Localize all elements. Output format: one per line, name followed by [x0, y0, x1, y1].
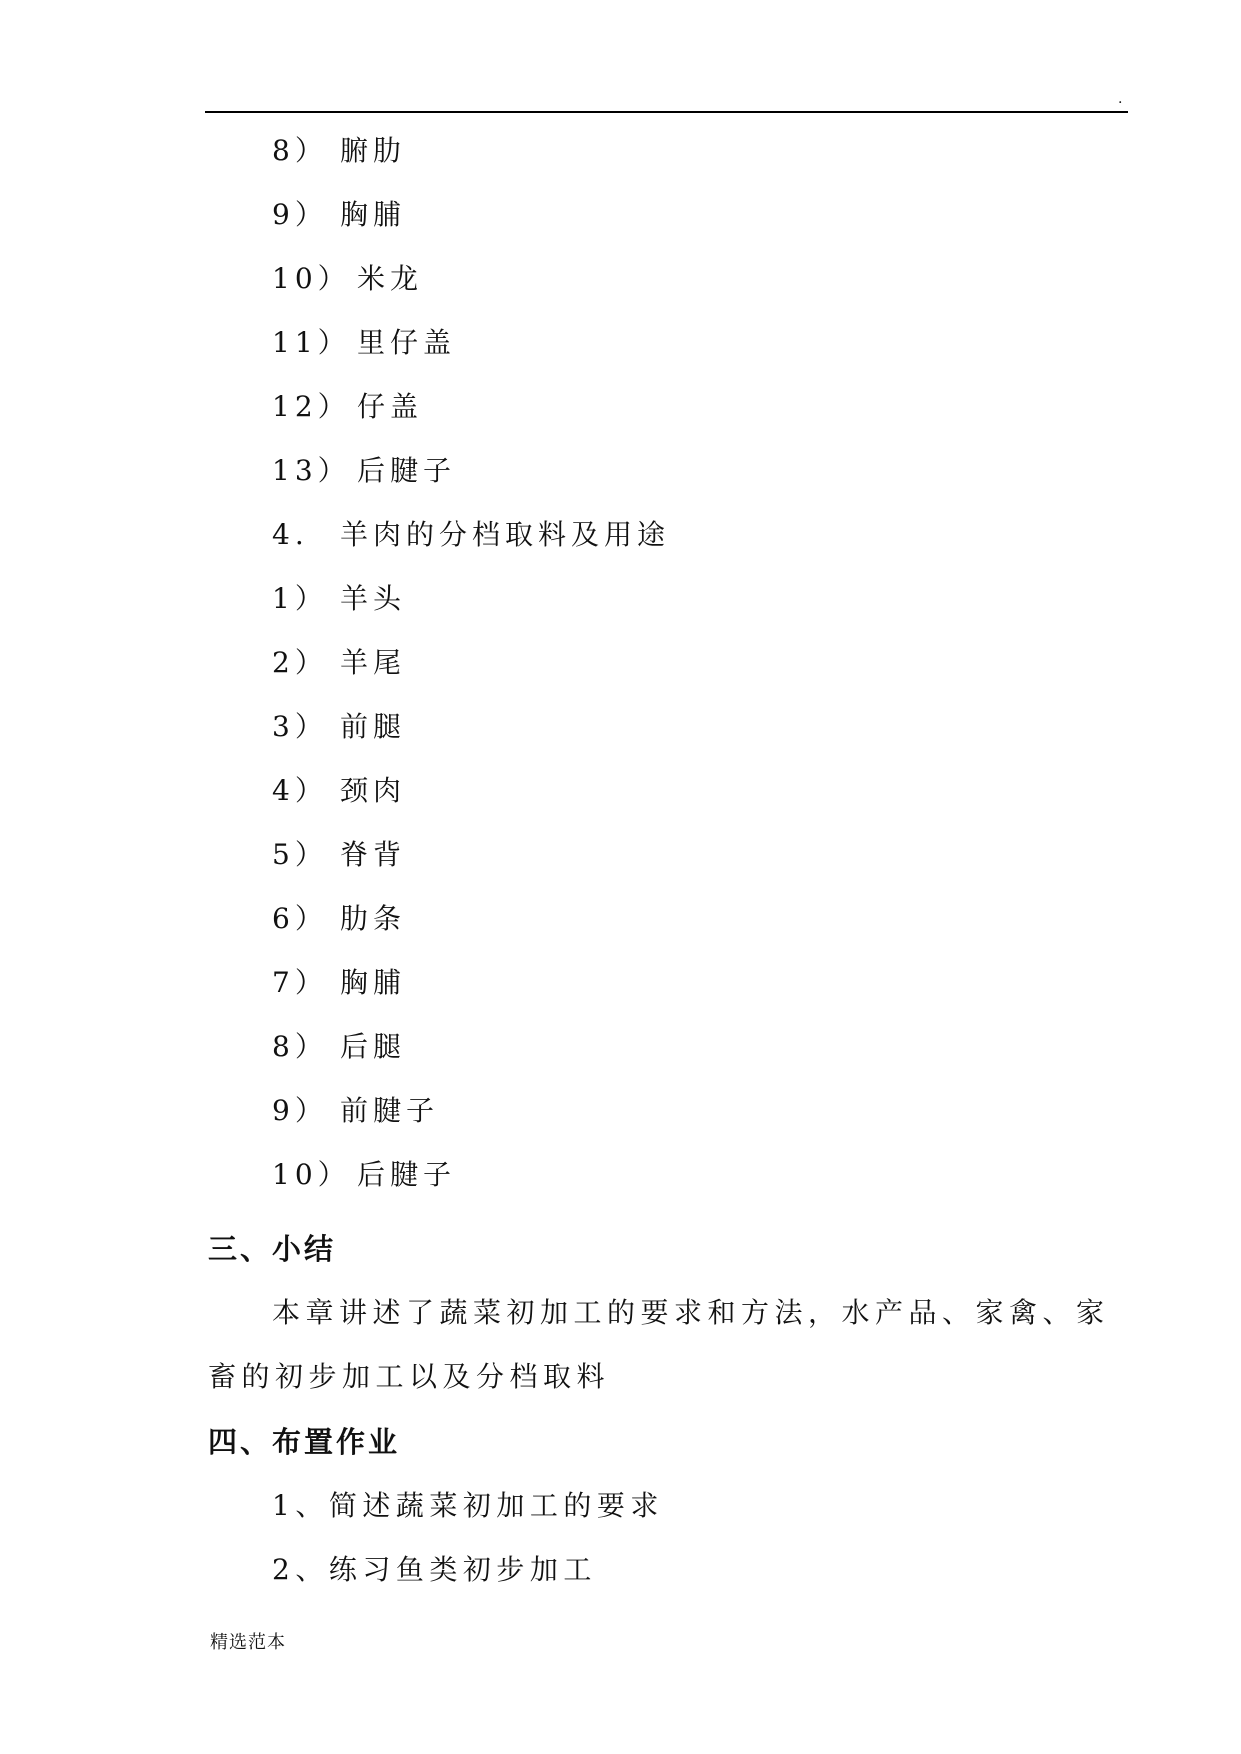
list-number: 9）	[272, 198, 328, 231]
list-text: 腑肋	[340, 134, 407, 167]
list-number: 7）	[272, 966, 328, 999]
list-text: 后腱子	[357, 454, 457, 487]
list-number: 8）	[272, 1030, 328, 1063]
list-text: 后腿	[340, 1030, 407, 1063]
list-text: 后腱子	[357, 1158, 457, 1191]
list-item	[272, 134, 406, 168]
list-number: 12）	[272, 390, 351, 423]
header-rule	[205, 111, 1128, 113]
section-heading-summary: 三、小结	[208, 1232, 337, 1266]
list-text: 羊头	[340, 582, 407, 615]
section-heading-homework: 四、布置作业	[208, 1425, 401, 1459]
summary-paragraph-line: 畜的初步加工以及分档取料	[208, 1360, 611, 1393]
list-text: 羊尾	[340, 646, 407, 679]
homework-item: 1、简述蔬菜初加工的要求	[272, 1489, 664, 1522]
homework-item: 2、练习鱼类初步加工	[272, 1553, 597, 1586]
list-number: 2）	[272, 646, 328, 679]
list-number: 10）	[272, 1158, 351, 1191]
list-item	[272, 966, 406, 1000]
list-number: 11）	[272, 326, 351, 359]
list-item	[272, 390, 423, 424]
header-mark: .	[1118, 91, 1123, 107]
list-number: 8）	[272, 134, 328, 167]
list-text: 里仔盖	[357, 326, 457, 359]
list-text: 米龙	[357, 262, 424, 295]
list-number: 3）	[272, 710, 328, 743]
list-item	[272, 710, 406, 744]
section-title	[272, 518, 670, 552]
list-text: 胸脯	[340, 198, 407, 231]
list-text: 仔盖	[357, 390, 424, 423]
list-item	[272, 1158, 456, 1192]
list-number: 10）	[272, 262, 351, 295]
list-item	[272, 902, 406, 936]
list-item	[272, 582, 406, 616]
list-number: 1）	[272, 582, 328, 615]
list-text: 前腱子	[340, 1094, 440, 1127]
list-item	[272, 774, 406, 808]
list-text: 胸脯	[340, 966, 407, 999]
list-item	[272, 326, 456, 360]
list-item	[272, 454, 456, 488]
list-text: 前腿	[340, 710, 407, 743]
list-item	[272, 262, 423, 296]
section-number: 4.	[272, 518, 309, 551]
footer-text: 精选范本	[210, 1632, 286, 1653]
list-number: 13）	[272, 454, 351, 487]
list-item	[272, 198, 406, 232]
list-number: 5）	[272, 838, 328, 871]
list-item	[272, 838, 406, 872]
list-item	[272, 1094, 439, 1128]
list-item	[272, 646, 406, 680]
summary-paragraph-line: 本章讲述了蔬菜初加工的要求和方法，水产品、家禽、家	[272, 1296, 1110, 1329]
list-text: 脊背	[340, 838, 407, 871]
list-text: 肋条	[340, 902, 407, 935]
list-number: 4）	[272, 774, 328, 807]
list-number: 6）	[272, 902, 328, 935]
list-text: 颈肉	[340, 774, 407, 807]
list-item	[272, 1030, 406, 1064]
section-text: 羊肉的分档取料及用途	[340, 518, 671, 551]
list-number: 9）	[272, 1094, 328, 1127]
